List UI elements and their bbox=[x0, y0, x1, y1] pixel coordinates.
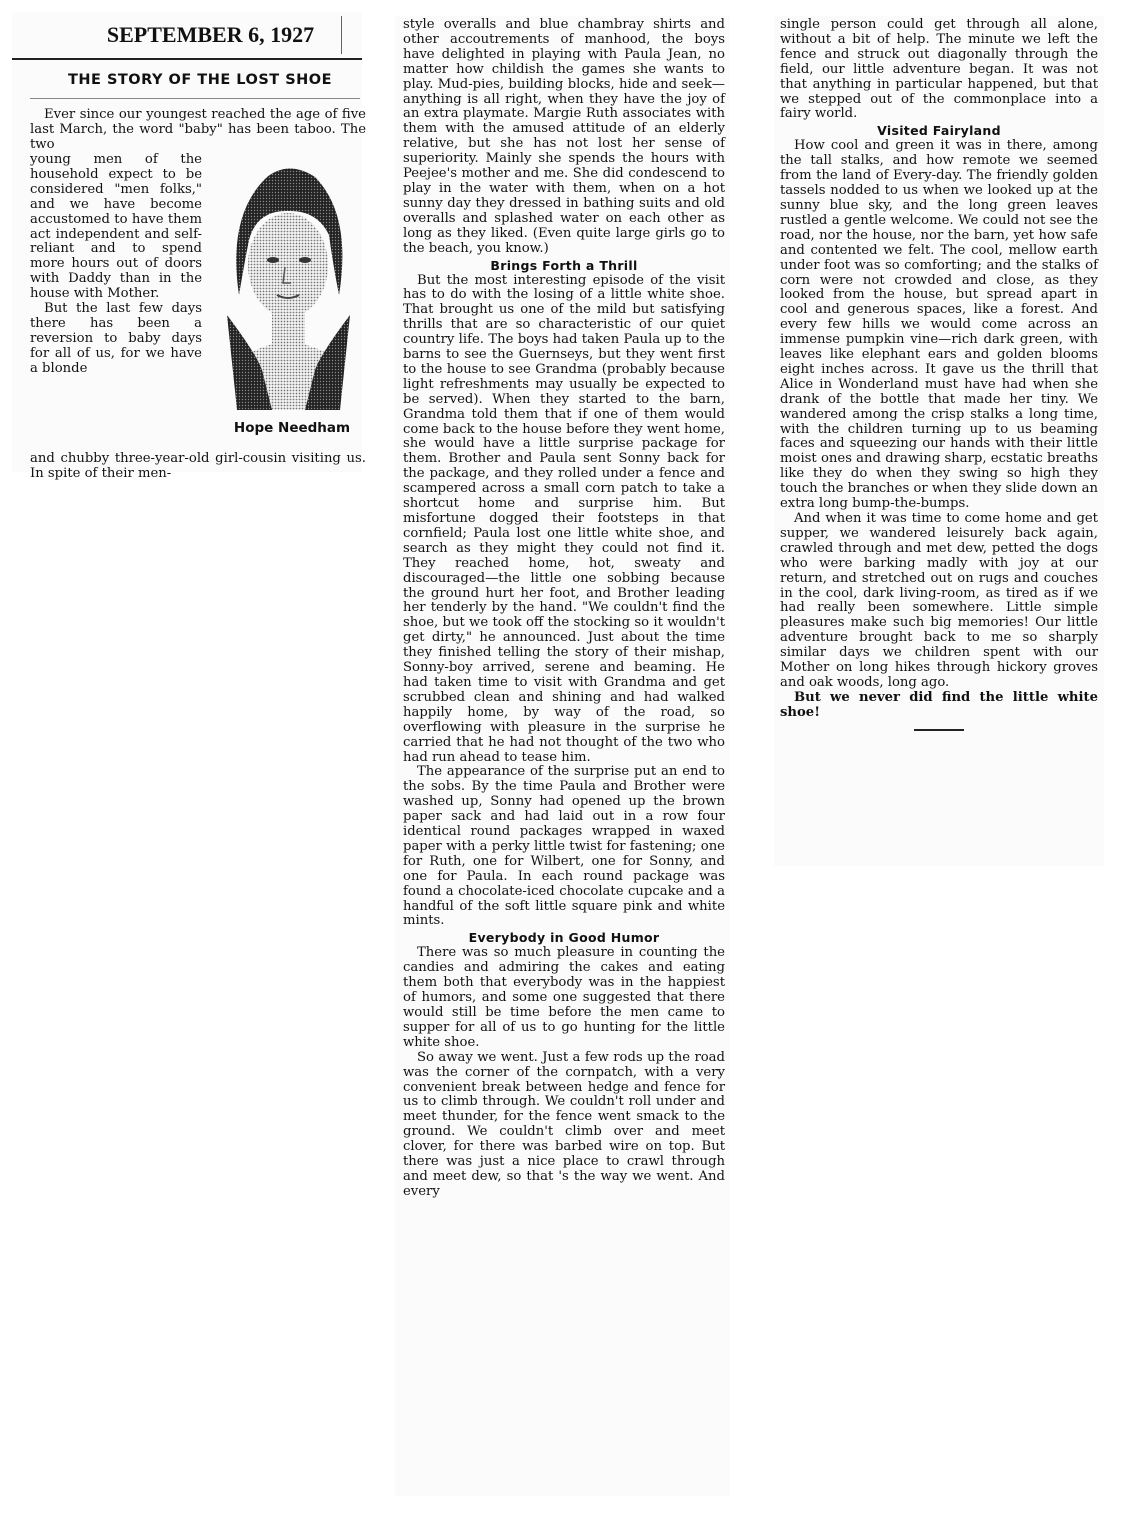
headline: THE STORY OF THE LOST SHOE bbox=[67, 72, 333, 88]
paragraph: style overalls and blue chambray shirts and other accoutrements of manhood, the boys have delighted in playing with Paula Jean, no matter how childish the games she wants to play. Mud-pies, building blocks, hide and seek—anything is all right, when they have the joy of an extra playmate. Margie Ruth associates with them with the amused attitude of an elderly relative, but she has not lost her sense of superiority. Mainly she spends the hours with Peejee's mother and me. She did condescend to play in the water with them, when on a hot sunny day they dressed in bathing suits and old overalls and splashed water on each other as long as they liked. (Even quite large girls go to the beach, you know.) bbox=[403, 17, 725, 256]
headline-underline bbox=[30, 98, 360, 99]
article-clipping-2 bbox=[395, 16, 730, 1496]
author-portrait-photo bbox=[217, 155, 360, 410]
paragraph: and chubby three-year-old girl-cousin visiting us. In spite of their men- bbox=[30, 451, 366, 481]
subheading: Brings Forth a Thrill bbox=[490, 257, 638, 273]
paragraph: There was so much pleasure in counting the candies and admiring the cakes and eating them both that everybody was in the happiest of humors, and some one suggested that there would still be time before the men came to supper for all of us to go hunting for the little white shoe. bbox=[403, 945, 725, 1050]
closing-paragraph: But we never did find the little white shoe! bbox=[780, 689, 1098, 720]
paragraph: How cool and green it was in there, among the tall stalks, and how remote we seemed from the land of Every-day. The friendly golden tassels nodded to us when we looked up at the sunny blue sky, and the long green leaves rustled a gentle welcome. We could not see the road, nor the house, nor the barn, yet how safe and contented we felt. The cool, mellow earth under foot was so comforting; and the stalks of corn were not crowded and close, as they looked from the house, but spread apart in cool and generous spaces, like a forest. And every few hills we would come across an immense pumpkin vine—rich dark green, with leaves like elephant ears and golden blooms eight inches across. It gave us the thrill that Alice in Wonderland must have had when she drank of the bottle that made her tiny. We wandered among the crisp stalks a long time, with the children turning up to us beaming faces and squeezing our hands with their little moist ones and drawing sharp, ecstatic breaths like they do when they swing so high they touch the branches or when they slide down an extra long bump-the-bumps. bbox=[780, 138, 1098, 512]
column-1-side bbox=[30, 153, 202, 377]
column-1-bottom bbox=[30, 452, 366, 482]
paragraph: young men of the household expect to be considered "men folks," and we have become accustomed to have them act independent and self-reliant and to spend more hours out of doors with Daddy than in the house with Mother. bbox=[30, 152, 202, 302]
column-2 bbox=[403, 18, 725, 1200]
column-1-top bbox=[30, 108, 366, 153]
dateline: SEPTEMBER 6, 1927 bbox=[80, 16, 342, 54]
portrait-image bbox=[217, 155, 360, 410]
paragraph: single person could get through all alone, without a bit of help. The minute we left the fence and struck out diagonally through the field, our little adventure began. It was not that anything in particular happened, but that we stepped out of the commonplace into a fairy world. bbox=[780, 17, 1098, 122]
photo-caption: Hope Needham bbox=[233, 420, 351, 436]
paragraph: But the most interesting episode of the visit has to do with the losing of a little white shoe. That brought us one of the mild but satisfying thrills that are so characteristic of our quiet country life. The boys had taken Paula up to the barns to see the Guernseys, but they went first to the house to see Grandma (probably because light refreshments may usually be expected to be served). When they started to the barn, Grandma told them that if one of them would come back to the house before they went home, she would have a little surprise package for them. Brother and Paula sent Sonny back for the package, and they rolled under a fence and scampered across a small corn patch to take a shortcut home and surprise him. But misfortune dogged their footsteps in that cornfield; Paula lost one little white shoe, and search as they might they could not find it. They reached home, hot, sweaty and discouraged—the little one sobbing because the ground hurt her foot, and Brother leading her tenderly by the hand. "We couldn't find the shoe, but we took off the stocking so it wouldn't get dirty," he announced. Just about the time they finished telling the story of their mishap, Sonny-boy arrived, serene and beaming. He had taken time to visit with Grandma and get scrubbed clean and shining and had walked happily home, by way of the road, so overflowing with pleasure in the surprise he carried that he had not thought of the two who had run ahead to tease him. bbox=[403, 272, 725, 765]
end-rule bbox=[914, 729, 964, 731]
subheading: Visited Fairyland bbox=[877, 123, 1001, 139]
paragraph: So away we went. Just a few rods up the road was the corner of the cornpatch, with a very convenient break between hedge and fence for us to climb through. We couldn't roll under and meet thunder, for the fence went smack to the ground. We couldn't climb over and meet clover, for there was barbed wire on top. But there was just a nice place to crawl through and meet dew, so that 's the way we went. And every bbox=[403, 1049, 725, 1199]
paragraph: And when it was time to come home and get supper, we wandered leisurely back again, crawled through and met dew, petted the dogs who were barking madly with joy at our return, and stretched out on rugs and couches in the cool, dark living-room, as tired as if we had really been somewhere. Little simple pleasures make such big memories! Our little adventure brought back to me so sharply similar days we children spent with our Mother on long hikes through hickory groves and oak woods, long ago. bbox=[780, 511, 1098, 690]
article-clipping-1 bbox=[12, 12, 366, 481]
paragraph: But the last few days there has been a reversion to baby days for all of us, for we have a blonde bbox=[30, 301, 202, 376]
paragraph: Ever since our youngest reached the age of five last March, the word "baby" has been taboo. The two bbox=[30, 107, 366, 152]
subheading: Everybody in Good Humor bbox=[468, 930, 660, 946]
paragraph: The appearance of the surprise put an end to the sobs. By the time Paula and Brother were washed up, Sonny had opened up the brown paper sack and had laid out in a row four identical round packages wrapped in waxed paper with a perky little twist for fastening; one for Ruth, one for Wilbert, one for Sonny, and one for Paula. In each round package was found a chocolate-iced chocolate cupcake and a handful of the soft little square pink and white mints. bbox=[403, 764, 725, 929]
article-clipping-3 bbox=[774, 16, 1104, 866]
column-3 bbox=[780, 18, 1098, 731]
